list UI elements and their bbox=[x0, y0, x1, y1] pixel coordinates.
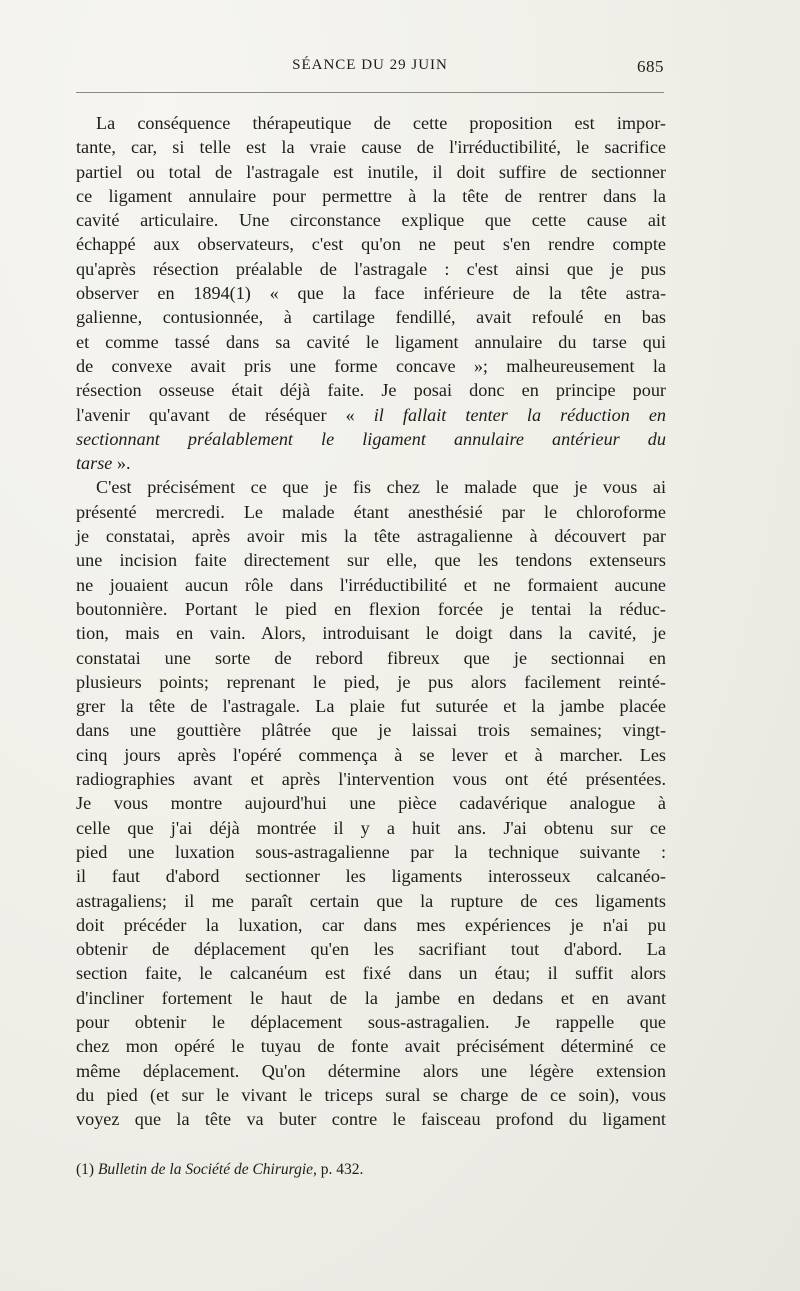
page-number: 685 bbox=[637, 57, 664, 76]
text-line: d'incliner fortement le haut de la jambe en dedans et en avant bbox=[76, 987, 666, 1008]
text-line: La conséquence thérapeutique de cette proposition est impor- bbox=[96, 113, 666, 133]
text-line: chez mon opéré le tuyau de fonte avait précisément déterminé ce bbox=[76, 1036, 666, 1057]
text-line: voyez que la tête va buter contre le faisceau profond du ligament bbox=[76, 1109, 666, 1130]
text-line: tion, mais en vain. Alors, introduisant le doigt dans la cavité, je bbox=[76, 623, 666, 644]
text-line: même déplacement. Qu'on détermine alors une légère extension bbox=[76, 1060, 666, 1081]
text-line-mixed bbox=[76, 451, 666, 475]
text-line: partiel ou total de l'astragale est inutile, il doit suffire de sectionner bbox=[76, 161, 666, 182]
text-line: ce ligament annulaire pour permettre à la tête de rentrer dans la bbox=[76, 185, 666, 206]
text-line: astragaliens; il me paraît certain que la rupture de ces ligaments bbox=[76, 890, 666, 911]
header-rule bbox=[76, 92, 664, 93]
text-line-mixed bbox=[76, 403, 666, 427]
text-line: section faite, le calcanéum est fixé dans un étau; il suffit alors bbox=[76, 963, 666, 984]
text-line: de convexe avait pris une forme concave »; malheureusement la bbox=[76, 355, 666, 376]
text-line: dans une gouttière plâtrée que je laissai trois semaines; vingt- bbox=[76, 720, 666, 741]
text-line: qu'après résection préalable de l'astragale : c'est ainsi que je pus bbox=[76, 258, 666, 279]
text-line-italic bbox=[76, 427, 666, 451]
body-text bbox=[76, 111, 666, 1131]
text-line: résection osseuse était déjà faite. Je posai donc en principe pour bbox=[76, 380, 666, 401]
text-line: échappé aux observateurs, c'est qu'on ne peut s'en rendre compte bbox=[76, 234, 666, 255]
text-line: et comme tassé dans sa cavité le ligament annulaire du tarse qui bbox=[76, 331, 666, 352]
text-line: boutonnière. Portant le pied en flexion forcée je tentai la réduc- bbox=[76, 598, 666, 619]
footnote-marker: (1) bbox=[76, 1161, 98, 1178]
text-line: une incision faite directement sur elle, que les tendons extenseurs bbox=[76, 550, 666, 571]
text-line: observer en 1894(1) « que la face inférieure de la tête astra- bbox=[76, 283, 666, 304]
text-line: tante, car, si telle est la vraie cause de l'irréductibilité, le sacrifice bbox=[76, 137, 666, 158]
text-line: constatai une sorte de rebord fibreux que je sectionnai en bbox=[76, 647, 666, 668]
text-line: celle que j'ai déjà montrée il y a huit ans. J'ai obtenu sur ce bbox=[76, 817, 666, 838]
text-line: ne jouaient aucun rôle dans l'irréductibilité et ne formaient aucune bbox=[76, 574, 666, 595]
text-line: cavité articulaire. Une circonstance explique que cette cause ait bbox=[76, 210, 666, 231]
text-segment: ». bbox=[112, 453, 131, 474]
text-line: galienne, contusionnée, à cartilage fendillé, avait refoulé en bas bbox=[76, 307, 666, 328]
text-line: pour obtenir le déplacement sous-astragalien. Je rappelle que bbox=[76, 1011, 666, 1032]
footnote bbox=[76, 1161, 666, 1179]
text-line: du pied (et sur le vivant le triceps sural se charge de ce soin), vous bbox=[76, 1084, 666, 1105]
running-title: SÉANCE DU 29 JUIN bbox=[292, 57, 448, 73]
italic-segment: sectionnant préalablement le ligament annulaire antérieur du bbox=[76, 428, 666, 449]
footnote-source: Bulletin de la Société de Chirurgie bbox=[97, 1161, 314, 1178]
text-line: il faut d'abord sectionner les ligaments interosseux calcanéo- bbox=[76, 866, 666, 887]
text-segment: l'avenir qu'avant de réséquer « bbox=[76, 404, 374, 425]
text-line: je constatai, après avoir mis la tête astragalienne à découvert par bbox=[76, 526, 666, 547]
text-line: présenté mercredi. Le malade étant anesthésié par le chloroforme bbox=[76, 501, 666, 522]
text-line: radiographies avant et après l'intervention vous ont été présentées. bbox=[76, 769, 666, 790]
text-line: pied une luxation sous-astragalienne par la technique suivante : bbox=[76, 841, 666, 862]
text-line: plusieurs points; reprenant le pied, je pus alors facilement reinté- bbox=[76, 671, 666, 692]
italic-segment: tarse bbox=[76, 453, 113, 474]
text-line: grer la tête de l'astragale. La plaie fut suturée et la jambe placée bbox=[76, 696, 666, 717]
italic-segment: il fallait tenter la réduction en bbox=[373, 404, 667, 425]
text-line: Je vous montre aujourd'hui une pièce cadavérique analogue à bbox=[76, 793, 666, 814]
text-line: doit précéder la luxation, car dans mes expériences je n'ai pu bbox=[76, 914, 666, 935]
footnote-tail: , p. 432. bbox=[313, 1161, 364, 1178]
text-line: cinq jours après l'opéré commença à se lever et à marcher. Les bbox=[76, 744, 666, 765]
text-line: obtenir de déplacement qu'en les sacrifiant tout d'abord. La bbox=[76, 939, 666, 960]
text-line: C'est précisément ce que je fis chez le malade que je vous ai bbox=[96, 477, 666, 498]
